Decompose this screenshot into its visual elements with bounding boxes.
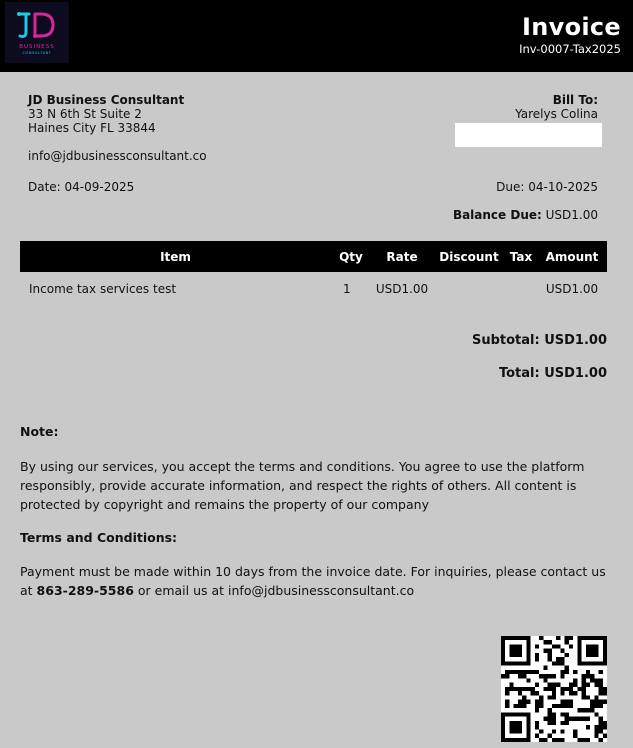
terms-text-before: Payment must be made within 10 days from the invoice date. For inquiries, please contact us at (20, 564, 606, 598)
cell-item: Income tax services test (29, 281, 177, 296)
invoice-header (0, 0, 633, 72)
terms-title: Terms and Conditions: (20, 530, 178, 545)
total-label: Total: (498, 366, 540, 381)
note-body: By using our services, you accept the terms and conditions. You agree to use the platform responsibly, provide accurate information, and respect the rights of others. All content is protected by copyright and remains the property of our company (20, 459, 585, 512)
svg-text:CONSULTANT: CONSULTANT (22, 51, 52, 55)
contact-phone: 863-289-5586 (36, 583, 134, 598)
subtotal-value: USD1.00 (544, 333, 607, 348)
terms-text-after: or email us at info@jdbusinessconsultant.co (137, 583, 415, 598)
cell-rate: USD1.00 (375, 281, 429, 296)
terms-body (20, 562, 610, 600)
note-title: Note: (20, 424, 59, 439)
column-header-discount: Discount (439, 249, 499, 264)
due-date: Due: 04-10-2025 (496, 180, 598, 194)
invoice-title: Invoice (522, 13, 621, 41)
subtotal (472, 333, 607, 348)
column-header-item: Item (160, 249, 191, 264)
balance-due-label: Balance Due: (452, 208, 542, 222)
total-value: USD1.00 (544, 366, 607, 381)
balance-due-value: USD1.00 (545, 208, 598, 222)
cell-amount: USD1.00 (545, 281, 599, 296)
company-logo (5, 2, 69, 63)
bill-to-name: Yarelys Colina (515, 107, 598, 121)
column-header-qty: Qty (339, 249, 363, 264)
qr-code-graphic (501, 636, 607, 742)
balance-due (453, 208, 598, 223)
jd-logo-icon (5, 2, 69, 63)
invoice-number: Inv-0007-Tax2025 (519, 42, 621, 56)
invoice-date: Date: 04-09-2025 (28, 180, 135, 194)
company-address-line1: 33 N 6th St Suite 2 (28, 107, 142, 121)
redacted-field (455, 123, 602, 147)
cell-qty: 1 (343, 281, 351, 296)
column-header-amount: Amount (545, 249, 599, 264)
company-address-line2: Haines City FL 33844 (28, 121, 156, 135)
company-name: JD Business Consultant (28, 93, 185, 107)
cell-discount (433, 272, 505, 305)
table-row (20, 272, 607, 305)
qr-code-icon (501, 636, 607, 742)
column-header-rate: Rate (386, 249, 418, 264)
total (499, 366, 607, 381)
subtotal-label: Subtotal: (471, 333, 540, 348)
company-email: info@jdbusinessconsultant.co (28, 149, 207, 163)
svg-text:BUSINESS: BUSINESS (19, 44, 55, 50)
line-items-table (20, 241, 607, 305)
svg-text:JD: JD (36, 10, 38, 11)
bill-to-label: Bill To: (552, 93, 598, 107)
cell-tax (505, 272, 537, 305)
column-header-tax: Tax (509, 249, 533, 264)
table-header-row (20, 241, 607, 272)
